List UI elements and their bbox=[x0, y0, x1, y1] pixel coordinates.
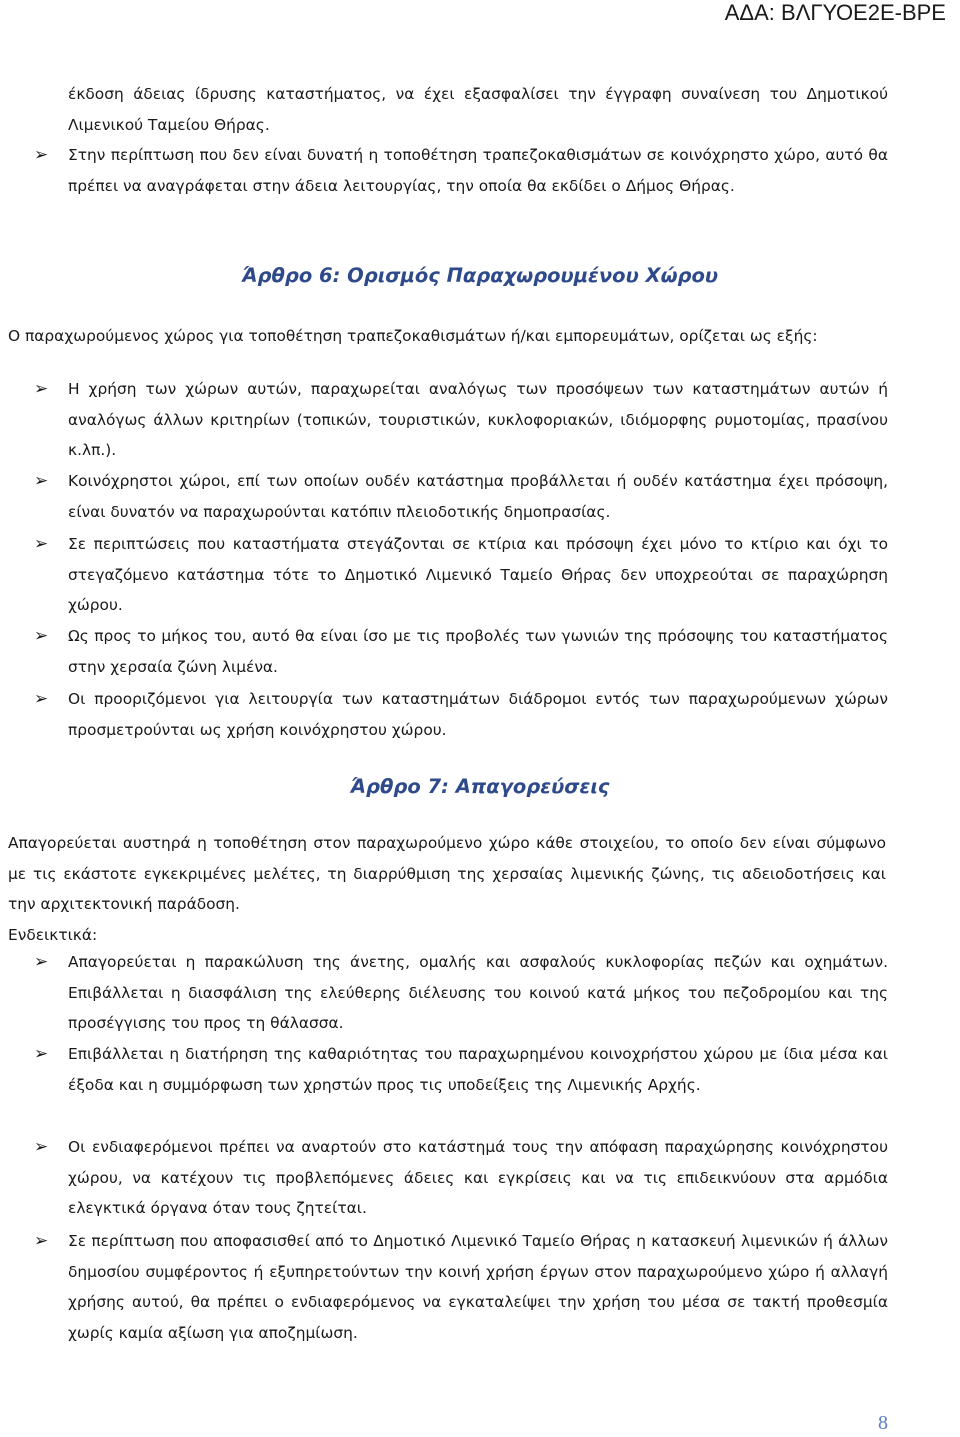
article-6-title: Άρθρο 6: Ορισμός Παραχωρουμένου Χώρου bbox=[241, 264, 719, 287]
list-item: ➢ Επιβάλλεται η διατήρηση της καθαριότητας του παραχωρημένου κοινοχρήστου χώρου με ίδια μέσα και έξοδα και η συμμόρφωση των χρηστών προς τις υποδείξεις της Λιμενικής Αρχής. bbox=[68, 1039, 888, 1100]
list-item: ➢ Η χρήση των χώρων αυτών, παραχωρείται αναλόγως των προσόψεων των καταστημάτων αυτών ή αναλόγως άλλων κριτηρίων (τοπικών, τουριστικών, κυκλοφοριακών, ιδιόμορφης ρυμοτομίας, πρασίνου κ.λπ.). bbox=[68, 374, 888, 466]
list-item: ➢ Στην περίπτωση που δεν είναι δυνατή η τοποθέτηση τραπεζοκαθισμάτων σε κοινόχρηστο χώρο, αυτό θα πρέπει να αναγράφεται στην άδεια λειτουργίας, την οποία θα εκδίδει ο Δήμος Θήρας. bbox=[68, 140, 888, 201]
list-item: ➢ Σε περιπτώσεις που καταστήματα στεγάζονται σε κτίρια και πρόσοψη έχει μόνο το κτίριο και όχι το στεγαζόμενο κατάστημα τότε το Δημοτικό Λιμενικό Ταμείο Θήρας δεν υποχρεούται σε παραχώρηση χώρου. bbox=[68, 529, 888, 621]
list-item: ➢ Οι ενδιαφερόμενοι πρέπει να αναρτούν στο κατάστημά τους την απόφαση παραχώρησης κοινόχρηστου χώρου, να κατέχουν τις προβλεπόμενες άδειες και εγκρίσεις και να τις επιδεικνύουν στα αρμόδια ελεγκτικά όργανα όταν τους ζητείται. bbox=[68, 1132, 888, 1224]
list-item: ➢ Απαγορεύεται η παρακώλυση της άνετης, ομαλής και ασφαλούς κυκλοφορίας πεζών και οχημάτων. Επιβάλλεται η διασφάλιση της ελεύθερης διέλευσης του κοινού κατά μήκος του πεζοδρομίου και της προσέγγισης του προς τη θάλασσα. bbox=[68, 947, 888, 1039]
list-item: ➢ Σε περίπτωση που αποφασισθεί από το Δημοτικό Λιμενικό Ταμείο Θήρας η κατασκευή λιμενικών ή άλλων δημοσίου συμφέροντος ή εξυπηρετούντων την κοινή χρήση έργων στον παραχωρούμενο χώρο ή αλλαγή χρήσης αυτού, θα πρέπει ο ενδιαφερόμενος να εγκαταλείψει την χρήση του μέσα σε τακτή προθεσμία χωρίς καμία αξίωση για αποζημίωση. bbox=[68, 1226, 888, 1348]
document-code: ΑΔΑ: ΒΛΓΥΟΕ2Ε-ΒΡΕ bbox=[724, 0, 946, 25]
indicative-label: Ενδεικτικά: bbox=[8, 926, 98, 944]
list-item: ➢ Ως προς το μήκος του, αυτό θα είναι ίσο με τις προβολές των γωνιών της πρόσοψης του καταστήματος στην χερσαία ζώνη λιμένα. bbox=[68, 621, 888, 682]
page-number: 8 bbox=[878, 1412, 888, 1434]
article-7-title: Άρθρο 7: Απαγορεύσεις bbox=[350, 775, 610, 798]
list-item: ➢ Κοινόχρηστοι χώροι, επί των οποίων ουδέν κατάστημα προβάλλεται ή ουδέν κατάστημα έχει πρόσοψη, είναι δυνατόν να παραχωρούνται κατόπιν πλειοδοτικής δημοπρασίας. bbox=[68, 466, 888, 527]
continuation-text: έκδοση άδειας ίδρυσης καταστήματος, να έχει εξασφαλίσει την έγγραφη συναίνεση του Δημοτικού Λιμενικού Ταμείου Θήρας. bbox=[68, 85, 888, 134]
article-6-lead: Ο παραχωρούμενος χώρος για τοποθέτηση τραπεζοκαθισμάτων ή/και εμπορευμάτων, ορίζεται ως εξής: bbox=[8, 327, 818, 345]
list-item: ➢ Οι προοριζόμενοι για λειτουργία των καταστημάτων διάδρομοι εντός των παραχωρούμενων χώρων προσμετρούνται ως χρήση κοινόχρηστου χώρου. bbox=[68, 684, 888, 745]
article-7-lead: Απαγορεύεται αυστηρά η τοποθέτηση στον παραχωρούμενο χώρο κάθε στοιχείου, το οποίο δεν είναι σύμφωνο με τις εκάστοτε εγκεκριμένες μελέτες, τη διαρρύθμιση της χερσαίας λιμενικής ζώνης, τις αδειοδοτήσεις και την αρχιτεκτονική παράδοση. bbox=[8, 834, 886, 913]
